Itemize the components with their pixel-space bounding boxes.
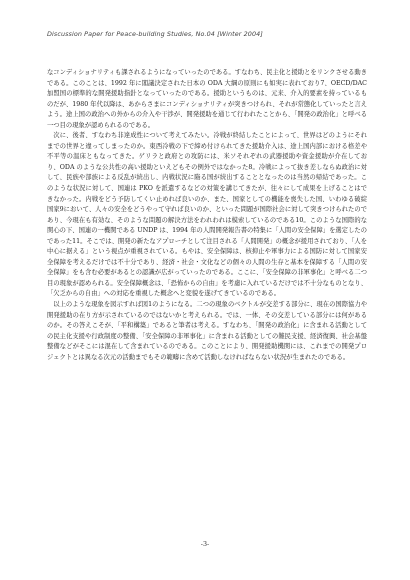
paragraph-3: 以上のような現象を図示すれば図1のようになる。二つの現象のベクトルが交差する部分に、現在の国際協力や開発援助の在り方が示されているのではないかと考えられる。では、一体、その交差している部分には何があるのか。その答えこそが、「平和構築」であると筆者は考える。すなわち、「開発の政治化」に含まれる活動としての民主化支援や行政制度の整備、「安全保障の非軍事化」に含まれる活動としての難民支援、経済復興、社会基盤整備などがそこには混在して含まれているのである。このことにより、開発援助機関には、これまでの開発プロジェクトとは異なる次元の活動までもその範疇に含めて活動しなければならない状況が生まれたのである。 [47, 301, 367, 361]
page-number: -3- [200, 540, 210, 548]
running-header: Discussion Paper for Peace-building Studies, No.04 [Winter 2004] [47, 30, 263, 38]
body-text [47, 68, 367, 363]
paragraph-2: 次に、後者、すなわち非達成性について考えてみたい。冷戦が終結したことによって、世界はどのようにそれまでの世界と違ってしまったのか。東西冷戦の下で締め付けられてきた援助介入は、途上国内部における格差や不平等の温床ともなってきた。ゲリラと政府との攻防には、米ソそれぞれの武器援助や資金援助が介在しており、ODA のような公共性の高い援助といえどもその例外ではなかった8。冷戦によって抜き差しならぬ政治に対して、民族や部族による反乱が続出し、内戦状況に陥る国が続出することとなったのは当然の帰結であった。このような状況に対して、国連は PKO を派遣するなどの対策を講じてきたが、往々にして成果を上げることはできなかった。内戦をどう予防してくい止めれば良いのか、また、国家としての機能を喪失した国、いわゆる破綻国家9において、人々の安全をどうやって守れば良いのか、といった問題が国際社会に対して突きつけられたのであり、今現在も有効な、そのような問題の解決方法をわれわれは模索しているのである10。このような国際的な関心の下、国連の一機関である UNDP は、1994 年の人間開発報告書の特集に「人間の安全保障」を選定したのであった11。そこでは、開発の新たなアプローチとして注目される「人間開発」の概念が援用されており、「人を中心に据える」という視点が重視されている。もやは、安全保障は、核抑止や軍事力による国防に対して国家安全保障を考えるだけでは不十分であり、経済・社会・文化などの個々の人間の生存と基本を保障する「人間の安全保障」をも含む必要があるとの認識が広がっていったのである。ここに、「安全保障の非軍事化」と呼べる二つ目の現象が認められる。安全保障概念は、「恐怖からの自由」を考慮に入れているだけでは不十分なものとなり、「欠乏からの自由」への対応を重視した概念へと変貌を遂げてきているのである。 [47, 132, 367, 298]
paragraph-1: なコンディショナリティも課されるようになっていったのである。すなわち、民主化と援助とをリンクさせる動きである。このことは、1992 年に閣議決定された日本の ODA 大綱の原則にも如実に表れており7、OECD/DAC 加盟国の標準的な開発援助指針となっていったのである。援助というものは、元来、介入的要素を持っているものだが、1980 年代以降は、あからさまにコンディショナリティが突きつけられ、それが常態化していったと言えよう。途上国の政治への外からの介入や干渉が、開発援助を通じて行われたことから、「開発の政治化」と呼べる一つ目の現象が認められるのである。 [47, 69, 367, 129]
